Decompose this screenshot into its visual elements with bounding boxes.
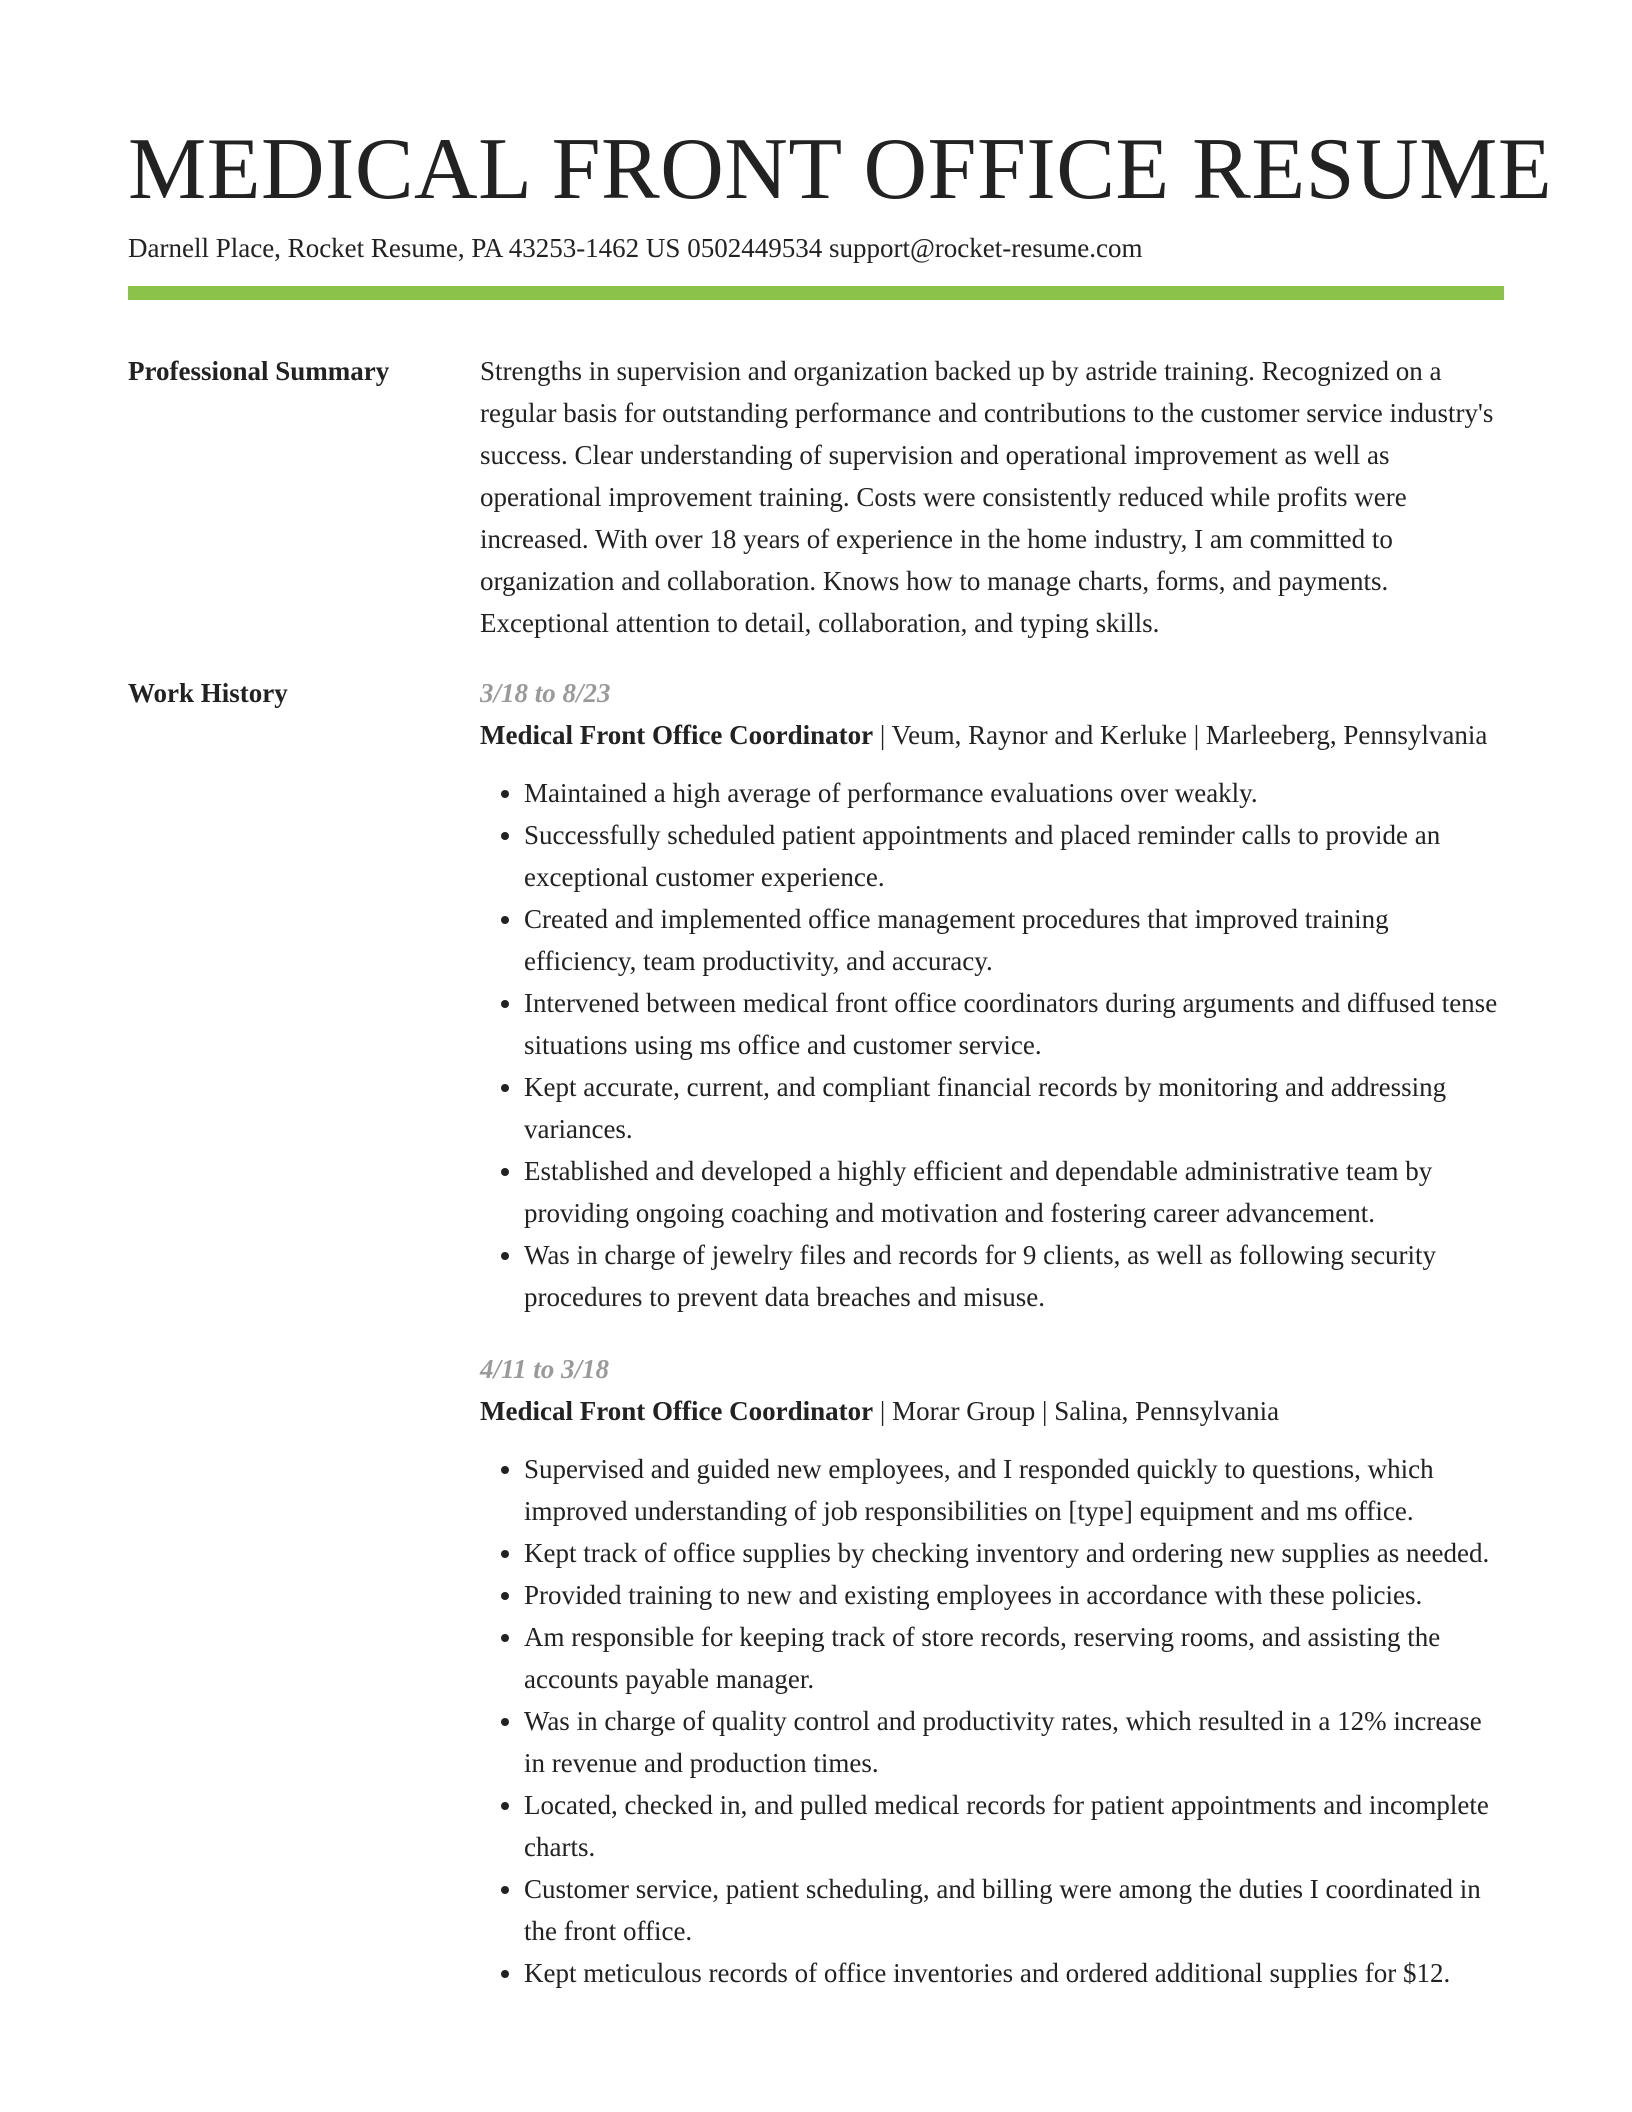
job-title: Medical Front Office Coordinator (480, 720, 874, 750)
job-bullet: • Created and implemented office management procedures that improved training efficiency, team productivity, and accuracy. (524, 898, 1504, 982)
resume-title: MEDICAL FRONT OFFICE RESUME (128, 121, 1553, 218)
work-history-body (480, 672, 1504, 1994)
job-title: Medical Front Office Coordinator (480, 1396, 874, 1426)
job-bullet: • Was in charge of quality control and productivity rates, which resulted in a 12% increase in revenue and production times. (524, 1700, 1504, 1784)
section-label-summary: Professional Summary (128, 356, 390, 386)
job-bullet: • Was in charge of jewelry files and records for 9 clients, as well as following security procedures to prevent data breaches and misuse. (524, 1234, 1504, 1318)
job-entry (480, 672, 1504, 1318)
job-bullet: • Located, checked in, and pulled medical records for patient appointments and incomplete charts. (524, 1784, 1504, 1868)
job-heading (480, 1390, 1504, 1432)
summary-body (480, 350, 1504, 644)
job-bullet: • Successfully scheduled patient appointments and placed reminder calls to provide an exceptional customer experience. (524, 814, 1504, 898)
header-divider (128, 286, 1504, 300)
section-label-work-history: Work History (128, 678, 288, 708)
job-dates: 4/11 to 3/18 (480, 1354, 610, 1384)
job-dates: 3/18 to 8/23 (480, 678, 611, 708)
job-bullet: • Kept meticulous records of office inventories and ordered additional supplies for $12. (524, 1952, 1504, 1994)
job-entry (480, 1348, 1504, 1994)
contact-info: Darnell Place, Rocket Resume, PA 43253-1462 US 0502449534 support@rocket-resume.com (128, 233, 1143, 263)
job-bullet: • Established and developed a highly efficient and dependable administrative team by providing ongoing coaching and motivation and fostering career advancement. (524, 1150, 1504, 1234)
job-bullet: • Customer service, patient scheduling, and billing were among the duties I coordinated in the front office. (524, 1868, 1504, 1952)
job-bullet: • Am responsible for keeping track of store records, reserving rooms, and assisting the accounts payable manager. (524, 1616, 1504, 1700)
job-bullet-list (480, 1448, 1504, 1994)
job-employer-location: | Veum, Raynor and Kerluke | Marleeberg, Pennsylvania (873, 720, 1488, 750)
job-bullet: • Kept track of office supplies by checking inventory and ordering new supplies as needed. (524, 1532, 1504, 1574)
job-bullet: • Intervened between medical front office coordinators during arguments and diffused tense situations using ms office and customer service. (524, 982, 1504, 1066)
summary-text: Strengths in supervision and organization backed up by astride training. Recognized on a regular basis for outstanding performance and contributions to the customer service industry's success. Clear understanding of supervision and operational improvement as well as operational improvement training. Costs were consistently reduced while profits were increased. With over 18 years of experience in the home industry, I am committed to organization and collaboration. Knows how to manage charts, forms, and payments. Exceptional attention to detail, collaboration, and typing skills. (480, 356, 1494, 638)
job-bullet-list (480, 772, 1504, 1318)
job-employer-location: | Morar Group | Salina, Pennsylvania (873, 1396, 1280, 1426)
job-bullet: • Kept accurate, current, and compliant financial records by monitoring and addressing variances. (524, 1066, 1504, 1150)
job-bullet: • Maintained a high average of performance evaluations over weakly. (524, 772, 1504, 814)
job-bullet: • Provided training to new and existing employees in accordance with these policies. (524, 1574, 1504, 1616)
job-heading (480, 714, 1504, 756)
job-bullet: • Supervised and guided new employees, and I responded quickly to questions, which improved understanding of job responsibilities on [type] equipment and ms office. (524, 1448, 1504, 1532)
